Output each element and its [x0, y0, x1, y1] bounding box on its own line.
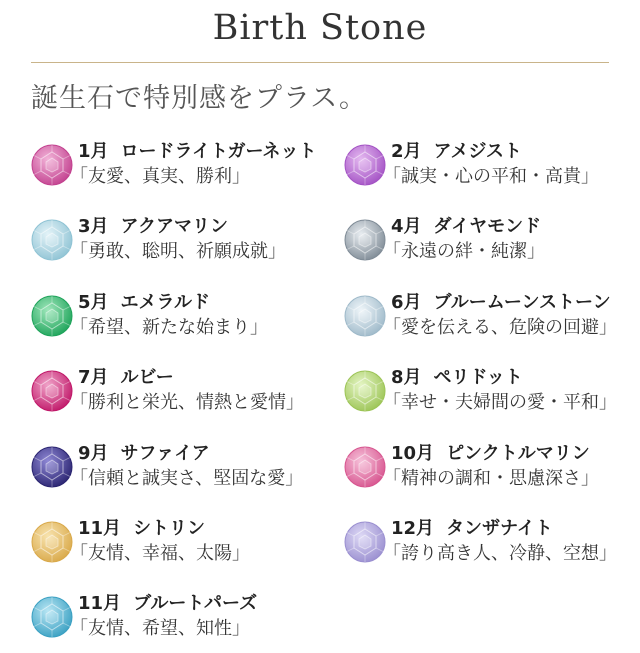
birthstone-month: 2月: [391, 141, 422, 162]
birthstone-month: 11月: [78, 518, 122, 539]
gem-icon: [30, 369, 74, 413]
birthstone-label: エメラルド: [120, 292, 210, 313]
birthstone-name: [78, 137, 317, 163]
birthstone-name: [78, 514, 205, 540]
birthstone-month: 3月: [78, 216, 109, 237]
gem-icon: [343, 143, 387, 187]
birthstone-label: ブルームーンストーン: [433, 292, 611, 313]
birthstone-label: アメジスト: [433, 141, 522, 162]
birthstone-item: [343, 514, 640, 578]
page-subtitle: 誕生石で特別感をプラス。: [31, 83, 367, 114]
birthstone-meaning: 「精神の調和・思慮深さ」: [383, 468, 599, 489]
birthstone-item: [30, 514, 330, 578]
birthstone-item: [343, 363, 640, 427]
birthstone-label: ダイヤモンド: [433, 216, 542, 237]
birthstone-name: [78, 439, 210, 465]
birthstone-item: [30, 439, 330, 503]
birthstone-label: アクアマリン: [120, 216, 228, 237]
birthstone-item: [30, 363, 330, 427]
birthstone-month: 1月: [78, 141, 109, 162]
gem-icon: [343, 445, 387, 489]
birthstone-name: [78, 288, 210, 314]
birthstone-name: [391, 514, 553, 540]
page-title: Birth Stone: [212, 8, 428, 48]
birthstone-label: ルビー: [120, 367, 174, 388]
gem-icon: [343, 520, 387, 564]
birthstone-meaning: 「誇り高き人、冷静、空想」: [383, 543, 617, 564]
birthstone-month: 5月: [78, 292, 109, 313]
gem-icon: [30, 294, 74, 338]
birthstone-item: [343, 439, 640, 503]
title-divider: [31, 62, 609, 63]
birthstone-meaning: 「勇敢、聡明、祈願成就」: [70, 241, 286, 262]
birthstone-name: [78, 212, 228, 238]
birthstone-label: ブルートパーズ: [133, 593, 258, 614]
birthstone-item: [343, 212, 640, 276]
gem-icon: [30, 595, 74, 639]
birthstone-month: 11月: [78, 593, 122, 614]
gem-icon: [343, 369, 387, 413]
birthstone-name: [391, 363, 523, 389]
gem-icon: [343, 294, 387, 338]
birthstone-meaning: 「誠実・心の平和・高貴」: [383, 166, 599, 187]
birthstone-name: [391, 137, 522, 163]
birthstone-meaning: 「信頼と誠実さ、堅固な愛」: [70, 468, 304, 489]
birthstone-item: [343, 137, 640, 201]
birthstone-month: 12月: [391, 518, 435, 539]
birthstone-month: 6月: [391, 292, 422, 313]
birthstone-name: [78, 363, 174, 389]
birthstone-label: サファイア: [120, 443, 210, 464]
gem-icon: [30, 218, 74, 262]
gem-icon: [30, 520, 74, 564]
birthstone-label: ピンクトルマリン: [446, 443, 590, 464]
birthstone-meaning: 「愛を伝える、危険の回避」: [383, 317, 617, 338]
birthstone-item: [30, 288, 330, 352]
birthstone-meaning: 「友愛、真実、勝利」: [70, 166, 250, 187]
birthstone-meaning: 「友情、幸福、太陽」: [70, 543, 250, 564]
birthstone-label: ペリドット: [433, 367, 523, 388]
birthstone-name: [391, 288, 611, 314]
birthstone-item: [30, 137, 330, 201]
birthstone-name: [391, 212, 541, 238]
birthstone-month: 10月: [391, 443, 435, 464]
birthstone-item: [343, 288, 640, 352]
birthstone-meaning: 「希望、新たな始まり」: [70, 317, 268, 338]
birthstone-month: 9月: [78, 443, 109, 464]
birthstone-meaning: 「友情、希望、知性」: [70, 618, 250, 639]
birthstone-month: 4月: [391, 216, 422, 237]
gem-icon: [30, 143, 74, 187]
gem-icon: [30, 445, 74, 489]
birthstone-label: ロードライトガーネット: [120, 141, 317, 162]
birthstone-item: [30, 589, 330, 653]
birthstone-meaning: 「勝利と栄光、情熱と愛情」: [70, 392, 304, 413]
birthstone-name: [391, 439, 590, 465]
birthstone-name: [78, 589, 257, 615]
birthstone-label: タンザナイト: [446, 518, 553, 539]
birthstone-meaning: 「永遠の絆・純潔」: [383, 241, 545, 262]
birthstone-item: [30, 212, 330, 276]
birthstone-month: 7月: [78, 367, 109, 388]
gem-icon: [343, 218, 387, 262]
birthstone-label: シトリン: [133, 518, 206, 539]
birthstone-month: 8月: [391, 367, 422, 388]
birthstone-meaning: 「幸せ・夫婦間の愛・平和」: [383, 392, 617, 413]
